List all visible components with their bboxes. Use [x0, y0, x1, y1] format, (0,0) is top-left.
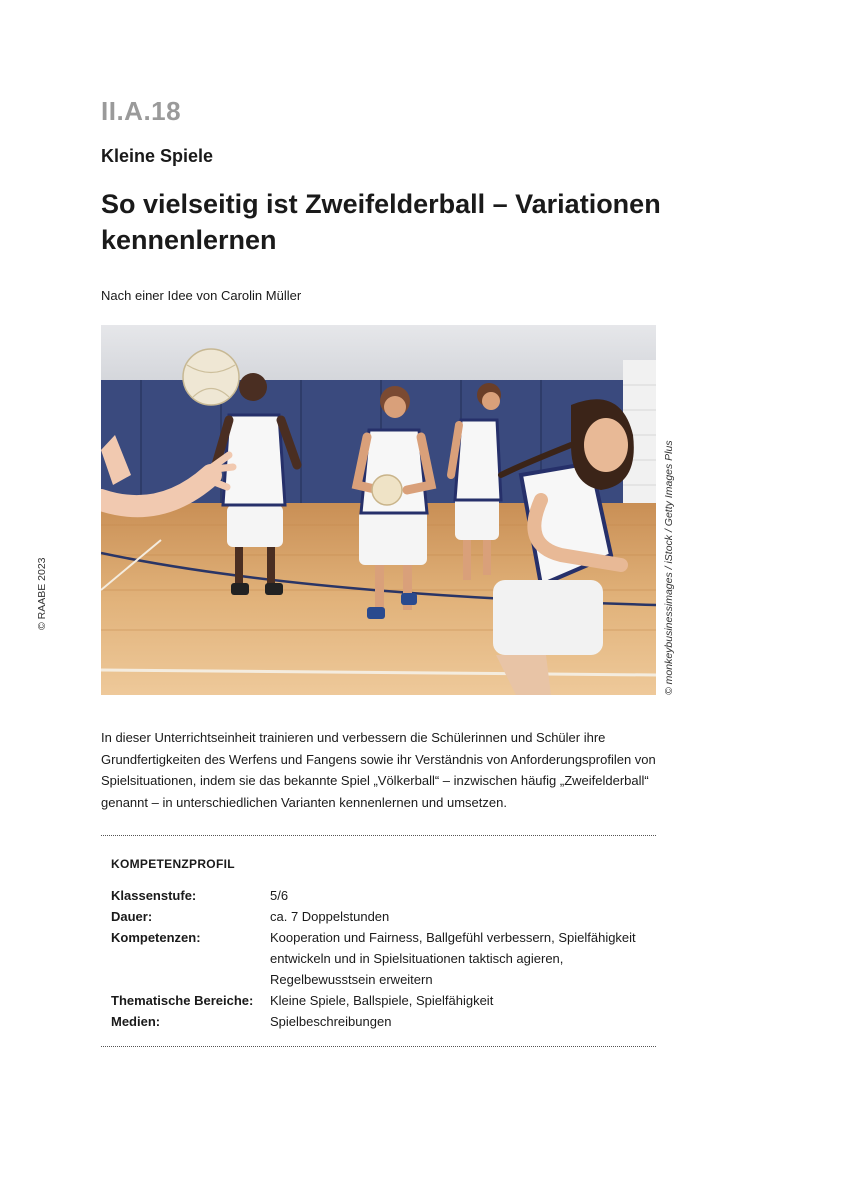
- author-byline: Nach einer Idee von Carolin Müller: [101, 288, 302, 303]
- profile-label: Klassenstufe:: [111, 888, 197, 903]
- profile-value: ca. 7 Doppelstunden: [270, 909, 390, 924]
- dodgeball-photo: [101, 325, 656, 695]
- competence-profile-heading: KOMPETENZPROFIL: [111, 857, 235, 871]
- copyright-notice: © RAABE 2023: [36, 557, 48, 630]
- intro-paragraph: In dieser Unterrichtseinheit trainieren und verbessern die Schülerinnen und Schüler ihre Grundfertigkeiten des Werfens und Fangens sowie ihr Verständnis von Anforderungsprofilen von Spielsituationen, indem sie das bekannte Spiel „Völkerball“ – inzwischen häufig „Zweifelderball“ genannt – in unterschiedlichen Varianten kennenlernen und umsetzen.: [101, 730, 656, 810]
- profile-row-duration: [111, 906, 656, 927]
- category-label: Kleine Spiele: [101, 146, 214, 166]
- competence-profile-table: [111, 885, 656, 1032]
- flying-ball: [183, 349, 239, 405]
- profile-row-competences: [111, 927, 656, 990]
- profile-label: Thematische Bereiche:: [111, 993, 254, 1008]
- divider-bottom: [101, 1046, 656, 1047]
- profile-value: Spielbeschreibungen: [270, 1014, 392, 1029]
- profile-value: Kleine Spiele, Ballspiele, Spielfähigkeit: [270, 993, 494, 1008]
- profile-label: Kompetenzen:: [111, 930, 201, 945]
- profile-value: 5/6: [270, 888, 289, 903]
- profile-value: Kooperation und Fairness, Ballgefühl verbessern, Spielfähigkeit entwickeln und in Spielsituationen taktisch agieren, Regelbewusstsein erweitern: [270, 930, 636, 987]
- photo-credit: © monkeybusinessimages / iStock / Getty Images Plus: [663, 440, 675, 695]
- page-title: So vielseitig ist Zweifelderball – Variationen kennenlernen: [101, 189, 661, 255]
- profile-row-grade: [111, 885, 656, 906]
- unit-code: II.A.18: [101, 96, 182, 126]
- profile-label: Dauer:: [111, 909, 153, 924]
- divider-top: [101, 835, 656, 836]
- profile-row-topics: [111, 990, 656, 1011]
- profile-label: Medien:: [111, 1014, 161, 1029]
- profile-row-media: [111, 1011, 656, 1032]
